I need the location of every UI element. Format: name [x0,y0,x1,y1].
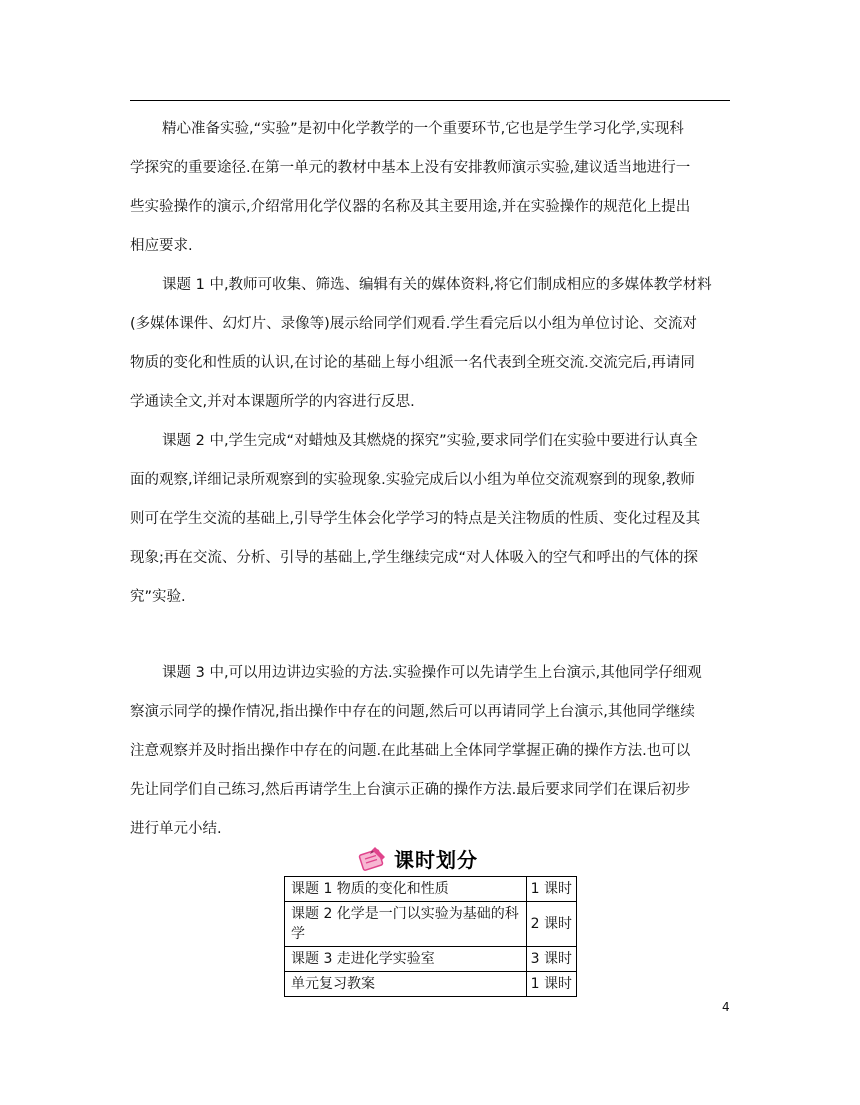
hours-cell: 3 课时 [526,947,576,972]
paragraph-line: 精心准备实验,“实验”是初中化学教学的一个重要环节,它也是学生学习化学,实现科 [162,121,684,137]
hours-cell: 1 课时 [526,972,576,997]
paragraph-line: 则可在学生交流的基础上,引导学生体会化学学习的特点是关注物质的性质、变化过程及其 [130,511,701,527]
paragraph-line: 些实验操作的演示,介绍常用化学仪器的名称及其主要用途,并在实验操作的规范化上提出 [130,199,691,215]
paragraph-line: 究”实验. [130,589,186,605]
paragraph-line: 学通读全文,并对本课题所学的内容进行反思. [130,394,415,410]
hours-cell: 2 课时 [526,902,576,947]
paragraph-topic-2 [130,422,730,617]
table-row [285,947,577,972]
paragraph-topic-1 [130,266,730,422]
paragraph-line: 物质的变化和性质的认识,在讨论的基础上每小组派一名代表到全班交流.交流完后,再请同 [130,355,695,371]
paragraph-topic-3 [130,654,730,849]
notebook-pen-icon [358,843,388,873]
section-title: 课时划分 [394,847,478,872]
header-rule [130,100,730,101]
paragraph-line: (多媒体课件、幻灯片、录像等)展示给同学们观看.学生看完后以小组为单位讨论、交流对 [130,316,697,332]
section-heading [358,842,478,874]
paragraph-line: 课题 3 中,可以用边讲边实验的方法.实验操作可以先请学生上台演示,其他同学仔细观 [162,665,702,681]
paragraph-line: 面的观察,详细记录所观察到的实验现象.实验完成后以小组为单位交流观察到的现象,教师 [130,472,695,488]
paragraph-line: 进行单元小结. [130,821,222,837]
page-number: 4 [722,1000,730,1014]
paragraph-line: 现象;再在交流、分析、引导的基础上,学生继续完成“对人体吸入的空气和呼出的气体的探 [130,550,699,566]
paragraph-line: 先让同学们自己练习,然后再请学生上台演示正确的操作方法.最后要求同学们在课后初步 [130,782,691,798]
schedule-table [284,876,577,997]
table-row [285,972,577,997]
hours-cell: 1 课时 [526,877,576,902]
paragraph-line: 察演示同学的操作情况,指出操作中存在的问题,然后可以再请同学上台演示,其他同学继续 [130,704,695,720]
paragraph-experiment-prep [130,110,730,266]
topic-cell: 课题 3 走进化学实验室 [285,947,527,972]
topic-cell: 课题 1 物质的变化和性质 [285,877,527,902]
topic-cell: 单元复习教案 [285,972,527,997]
paragraph-line: 课题 2 中,学生完成“对蜡烛及其燃烧的探究”实验,要求同学们在实验中要进行认真全 [162,433,698,449]
table-row [285,877,577,902]
paragraph-line: 相应要求. [130,238,193,254]
paragraph-line: 注意观察并及时指出操作中存在的问题.在此基础上全体同学掌握正确的操作方法.也可以 [130,743,691,759]
table-row [285,902,577,947]
paragraph-line: 课题 1 中,教师可收集、筛选、编辑有关的媒体资料,将它们制成相应的多媒体教学材料 [162,277,712,293]
topic-cell: 课题 2 化学是一门以实验为基础的科学 [285,902,527,947]
paragraph-line: 学探究的重要途径.在第一单元的教材中基本上没有安排教师演示实验,建议适当地进行一 [130,160,691,176]
